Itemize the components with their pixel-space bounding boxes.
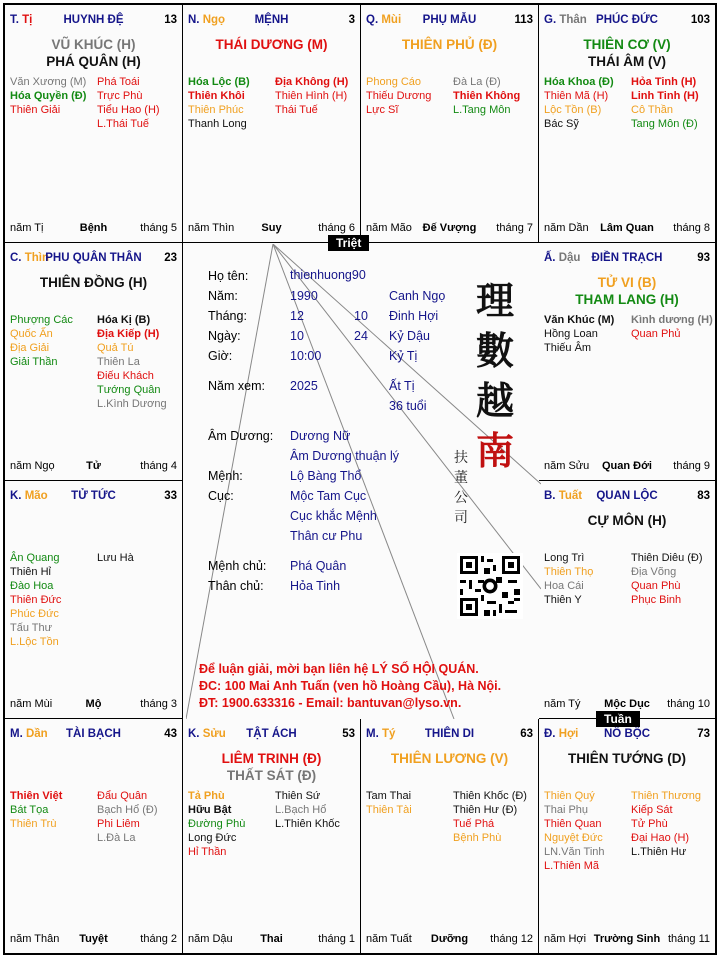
life-stage: Dưỡng [430,933,469,945]
right-star-list [97,313,167,411]
palace-age: 3 [348,14,355,26]
palace-dien-trach[interactable] [539,243,715,481]
minor-star: Quốc Ấn [10,328,53,340]
calligraphy-char-2: 數 [476,328,515,373]
palace-age: 43 [164,728,177,740]
label-name: Họ tên: [208,269,249,283]
palace-month: tháng 1 [318,933,355,945]
minor-star: Thiên Y [544,594,582,606]
minor-star: L.Thiên Hư [631,846,687,858]
view-year: 2025 [290,379,318,393]
main-star: TỬ VI (B) [597,275,657,290]
palace-header [544,490,710,506]
right-star-list [275,789,340,831]
palace-footer [10,460,177,474]
main-stars [183,750,360,784]
minor-star: Thiên Diêu (Đ) [631,552,703,564]
minor-star: Thiên Giải [10,104,61,116]
palace-year: năm Thìn [188,222,235,234]
minor-star: Thai Phụ [544,804,589,816]
palace-year: năm Thân [10,933,60,945]
triet-marker: Triệt [328,235,369,251]
seal-char-2: 董 [454,470,468,486]
palace-name: PHỤ MẪU [422,14,477,26]
main-stars [5,36,182,70]
minor-star: Thiên Việt [10,790,63,802]
left-star-list [366,75,431,117]
main-star: VŨ KHÚC (H) [51,37,136,52]
palace-age: 53 [342,728,355,740]
palace-month: tháng 2 [140,933,177,945]
palace-name: TÀI BẠCH [66,728,121,740]
main-stars [183,36,360,53]
palace-name: ĐIỀN TRẠCH [591,252,663,264]
palace-header [544,14,710,30]
palace-menh[interactable] [183,5,361,243]
minor-star: Phúc Đức [10,608,59,620]
calligraphy-char-3: 越 [476,378,515,423]
main-star: CỰ MÔN (H) [587,513,667,528]
seal-char-1: 扶 [454,450,468,466]
palace-age: 13 [164,14,177,26]
horoscope-chart [3,3,717,955]
label-hour: Giờ: [208,349,233,363]
left-star-list [544,75,614,131]
left-star-list [544,789,605,873]
palace-month: tháng 11 [667,933,710,945]
minor-star: Thiên Không [453,90,521,102]
contact-line-1: Để luận giải, mời bạn liên hệ LÝ SỐ HỘI QUÁN. [199,662,479,676]
left-star-list [10,75,86,117]
minor-star: Tang Môn (Đ) [631,118,698,130]
palace-footer [188,933,355,947]
palace-header [10,14,177,30]
palace-branch: B. Tuất [544,490,583,502]
left-star-list [10,789,62,831]
palace-age: 113 [514,14,533,26]
label-month: Tháng: [208,309,247,323]
palace-branch: K. Sửu [188,728,226,740]
minor-star: Thiên Quan [544,818,602,830]
hour-lunar: Kỷ Tị [389,349,418,363]
palace-month: tháng 6 [318,222,355,234]
main-stars [361,36,538,53]
minor-star: Long Đức [188,832,237,844]
minor-star: Tử Phù [631,818,668,830]
minor-star: Tướng Quân [97,384,161,396]
palace-phu-mau[interactable] [361,5,539,243]
palace-age: 63 [520,728,533,740]
minor-star: Giải Thần [10,356,58,368]
label-day: Ngày: [208,329,241,343]
minor-star: Quả Tú [97,342,134,354]
minor-star: Long Trì [544,552,585,564]
palace-footer [366,933,533,947]
minor-star: Văn Khúc (M) [544,314,615,326]
palace-footer [544,698,710,712]
life-stage: Tuyệt [79,933,108,945]
minor-star: Quan Phù [631,580,681,592]
name-value: thienhuong90 [290,268,366,282]
palace-branch: Đ. Hợi [544,728,579,740]
minor-star: Phục Binh [631,594,682,606]
palace-quan-loc[interactable] [539,481,715,719]
minor-star: Thiên Phúc [188,104,244,116]
right-star-list [631,75,699,131]
main-stars [539,36,715,70]
cuc-1: Mộc Tam Cục [290,489,367,503]
palace-month: tháng 5 [140,222,177,234]
right-star-list [97,75,160,131]
palace-tu-tuc[interactable] [5,481,183,719]
palace-month: tháng 9 [673,460,710,472]
minor-star: Hoa Cái [544,580,584,592]
minor-star: Hữu Bật [188,804,232,816]
right-star-list [631,551,703,607]
minor-star: L.Đà La [97,832,136,844]
month-lunar-num: 10 [354,309,368,323]
minor-star: Đại Hao (H) [631,832,690,844]
minor-star: Hóa Khoa (Đ) [544,76,614,88]
minor-star: Đào Hoa [10,580,54,592]
minor-star: L.Lộc Tồn [10,636,59,648]
cuc-2: Cục khắc Mệnh [290,509,377,523]
life-stage: Thai [260,933,283,945]
minor-star: Thiên Đức [10,594,62,606]
main-stars [539,274,715,308]
left-star-list [544,551,593,607]
palace-branch: K. Mão [10,490,48,502]
palace-year: năm Dần [544,222,589,234]
minor-star: Lực Sĩ [366,104,399,116]
palace-year: năm Mão [366,222,412,234]
month-lunar: Đinh Hợi [389,309,439,323]
palace-month: tháng 4 [140,460,177,472]
main-star: PHÁ QUÂN (H) [46,54,141,69]
palace-year: năm Tuất [366,933,412,945]
contact-line-3: ĐT: 1900.633316 - Email: bantuvan@lyso.vn. [199,696,462,710]
life-stage: Trường Sinh [593,933,661,945]
minor-star: Lộc Tồn (B) [544,104,602,116]
minor-star: Phượng Các [10,314,73,326]
minor-star: Đường Phù [188,818,246,830]
contact-line-2: ĐC: 100 Mai Anh Tuấn (ven hồ Hoàng Cầu), Hà Nội. [199,679,502,693]
minor-star: Thiên Thương [631,790,702,802]
minor-star: Phong Cáo [366,76,422,88]
minor-star: L.Bạch Hổ [275,804,327,816]
life-stage: Lâm Quan [600,222,654,234]
minor-star: Tam Thai [366,790,412,802]
minor-star: Thiên Khôi [188,90,245,102]
minor-star: Bát Tọa [10,804,49,816]
minor-star: Trực Phù [97,90,143,102]
label-cuc: Cục: [208,489,234,503]
palace-name: NÔ BỘC [604,728,650,740]
palace-header [10,728,177,744]
am-duong-2: Âm Dương thuận lý [290,449,399,463]
palace-year: năm Tị [10,222,44,234]
year-solar: 1990 [290,289,318,303]
palace-month: tháng 8 [673,222,710,234]
life-stage: Mộc Dục [604,698,650,710]
minor-star: Hỏa Tinh (H) [631,76,697,88]
main-stars [361,750,538,767]
palace-name: MỆNH [254,14,289,26]
minor-star: Linh Tinh (H) [631,90,699,102]
palace-name: PHÚC ĐỨC [596,14,658,26]
palace-month: tháng 3 [140,698,177,710]
main-star: THIÊN TƯỚNG (D) [568,751,686,766]
menh-chu-value: Phá Quân [290,559,347,573]
palace-tai-bach[interactable] [5,719,183,953]
palace-footer [544,460,710,474]
palace-year: năm Tý [544,698,581,710]
minor-star: Thiên Tài [366,804,412,816]
palace-thien-di[interactable] [361,719,539,953]
main-star: THÁI ÂM (V) [588,54,666,69]
minor-star: Lưu Hà [97,552,134,564]
minor-star: Phi Liêm [97,818,140,830]
left-star-list [10,313,73,369]
right-star-list [97,789,158,845]
palace-branch: M. Dần [10,728,48,740]
right-star-list [275,75,348,117]
minor-star: L.Tang Môn [453,104,511,116]
palace-phu-quan-than[interactable] [5,243,183,481]
palace-year: năm Mùi [10,698,53,710]
label-than-chu: Thân chủ: [208,579,264,593]
palace-footer [366,222,533,236]
palace-branch: C. Thìn [10,252,49,264]
minor-star: L.Kình Dương [97,398,167,410]
minor-star: Bạch Hổ (Đ) [97,804,158,816]
am-duong-1: Dương Nữ [290,429,351,443]
calligraphy-char-4: 南 [476,428,515,473]
left-star-list [544,313,614,355]
main-stars [539,750,715,767]
minor-star: Thái Tuế [275,104,318,116]
minor-star: Địa Võng [631,566,677,578]
main-star: THIÊN ĐỒNG (H) [39,275,148,290]
life-stage: Suy [261,222,282,234]
seal-char-3: 公 [454,490,468,506]
than-chu-value: Hỏa Tinh [290,579,341,593]
palace-header [10,490,177,506]
label-year: Năm: [208,289,238,303]
palace-age: 103 [690,14,710,26]
main-stars [5,274,182,291]
minor-star: Hóa Kị (B) [97,314,151,326]
left-star-list [366,789,412,817]
palace-branch: T. Tị [10,14,33,26]
minor-star: Đẩu Quân [97,790,148,802]
palace-footer [544,222,710,236]
right-star-list [453,75,520,117]
minor-star: Hồng Loan [544,328,598,340]
calligraphy-char-1: 理 [476,278,515,323]
minor-star: Thiên Khốc (Đ) [453,790,527,802]
palace-footer [10,222,177,236]
palace-header [10,252,177,268]
minor-star: Thiên Hình (H) [275,90,348,102]
label-am-duong: Âm Dương: [208,429,274,443]
minor-star: Địa Giải [10,342,50,354]
minor-star: Thiên Quý [544,790,595,802]
hour-solar: 10:00 [290,349,322,363]
label-menh-chu: Mệnh chủ: [208,559,267,573]
minor-star: L.Thái Tuế [97,118,149,130]
left-star-list [188,75,250,131]
minor-star: Tiểu Hao (H) [97,104,160,116]
contact-info [199,661,501,712]
menh-value: Lộ Bàng Thổ [290,469,362,483]
palace-branch: N. Ngọ [188,14,226,26]
life-stage: Bệnh [79,222,108,234]
minor-star: Kiếp Sát [631,804,673,816]
cuc-3: Thân cư Phu [290,529,363,543]
palace-huynh-de[interactable] [5,5,183,243]
palace-branch: G. Thân [544,14,587,26]
main-star: THẤT SÁT (Đ) [226,768,317,783]
palace-tat-ach[interactable] [183,719,361,953]
right-star-list [631,313,713,341]
minor-star: Thiên La [97,356,140,368]
main-star: THIÊN PHỦ (Đ) [401,37,498,52]
minor-star: Văn Xương (M) [10,76,87,88]
palace-footer [188,222,355,236]
minor-star: Cô Thần [631,104,673,116]
palace-branch: M. Tý [366,728,396,740]
minor-star: Địa Không (H) [275,76,349,88]
palace-footer [10,933,177,947]
day-lunar: Kỷ Dậu [389,329,430,343]
main-star: THAM LANG (H) [575,292,679,307]
life-stage: Mộ [85,698,102,710]
label-view-year: Năm xem: [208,379,265,393]
palace-phuc-duc[interactable] [539,5,715,243]
palace-month: tháng 7 [496,222,533,234]
palace-year: năm Sửu [544,460,590,472]
minor-star: LN.Văn Tinh [544,846,605,858]
palace-branch: Q. Mùi [366,14,402,26]
main-star: LIÊM TRINH (Đ) [221,751,322,766]
palace-no-boc[interactable] [539,719,715,953]
minor-star: Bệnh Phù [453,832,502,844]
palace-header [188,14,355,30]
minor-star: Thiên Trù [10,818,57,830]
view-year-lunar: Ất Tị [389,379,415,393]
minor-star: Điếu Khách [97,370,154,382]
day-lunar-num: 24 [354,329,368,343]
minor-star: Thiên Thọ [544,566,594,578]
minor-star: Địa Kiếp (H) [97,328,160,340]
seal-char-4: 司 [454,510,468,526]
palace-age: 83 [697,490,710,502]
minor-star: Thanh Long [188,118,247,130]
minor-star: L.Thiên Khốc [275,818,340,830]
main-star: THIÊN CƠ (V) [583,37,671,52]
palace-header [188,728,355,744]
palace-branch: Ấ. Dậu [544,252,581,264]
life-stage: Tử [86,460,101,472]
minor-star: Tả Phù [188,790,225,802]
palace-name: TỬ TỨC [71,490,116,502]
palace-name: PHU QUÂN THÂN [45,252,142,264]
minor-star: Thiên Mã (H) [544,90,609,102]
main-star: THIÊN LƯƠNG (V) [390,751,509,766]
year-lunar: Canh Ngọ [389,289,446,303]
palace-name: QUAN LỘC [596,490,658,502]
tuan-marker: Tuần [596,711,640,727]
palace-header [544,252,710,268]
palace-age: 93 [697,252,710,264]
palace-age: 23 [164,252,177,264]
main-star: THÁI DƯƠNG (M) [215,37,328,52]
label-menh: Mệnh: [208,469,243,483]
minor-star: Hóa Lộc (B) [188,76,250,88]
palace-month: tháng 10 [667,698,710,710]
left-star-list [188,789,245,859]
day-solar: 10 [290,329,304,343]
minor-star: Tấu Thư [10,622,53,634]
month-solar: 12 [290,309,304,323]
minor-star: Thiếu Âm [544,342,592,354]
palace-name: HUYNH ĐỆ [63,14,124,26]
minor-star: Thiên Hỉ [10,566,51,578]
palace-header [366,14,533,30]
right-star-list [97,551,134,565]
right-star-list [631,789,701,859]
left-star-list [10,551,61,649]
palace-age: 33 [164,490,177,502]
palace-age: 73 [697,728,710,740]
qr-code-icon[interactable] [457,553,523,619]
palace-year: năm Ngọ [10,460,55,472]
minor-star: Thiên Hư (Đ) [453,804,518,816]
palace-name: TẬT ÁCH [246,728,297,740]
life-stage: Đế Vượng [422,222,477,234]
palace-header [544,728,710,744]
minor-star: Quan Phủ [631,328,681,340]
minor-star: Hóa Quyền (Đ) [10,90,87,102]
main-stars [539,512,715,529]
palace-year: năm Dậu [188,933,233,945]
minor-star: Phá Toái [97,76,140,88]
minor-star: Tuế Phá [453,818,495,830]
palace-header [366,728,533,744]
center-info-panel [186,244,541,719]
minor-star: L.Thiên Mã [544,860,600,872]
minor-star: Hỉ Thần [188,846,227,858]
palace-footer [544,933,710,947]
minor-star: Kình dương (H) [631,314,713,326]
palace-footer [10,698,177,712]
age-value: 36 tuổi [389,399,427,413]
life-stage: Quan Đới [602,460,652,472]
minor-star: Ân Quang [10,552,60,564]
minor-star: Bác Sỹ [544,118,579,130]
palace-month: tháng 12 [490,933,533,945]
minor-star: Thiếu Dương [366,90,432,102]
palace-name: THIÊN DI [424,728,475,740]
right-star-list [453,789,527,845]
minor-star: Đà La (Đ) [453,76,501,88]
minor-star: Thiên Sứ [275,790,321,802]
minor-star: Nguyệt Đức [544,832,603,844]
palace-year: năm Hợi [544,933,587,945]
